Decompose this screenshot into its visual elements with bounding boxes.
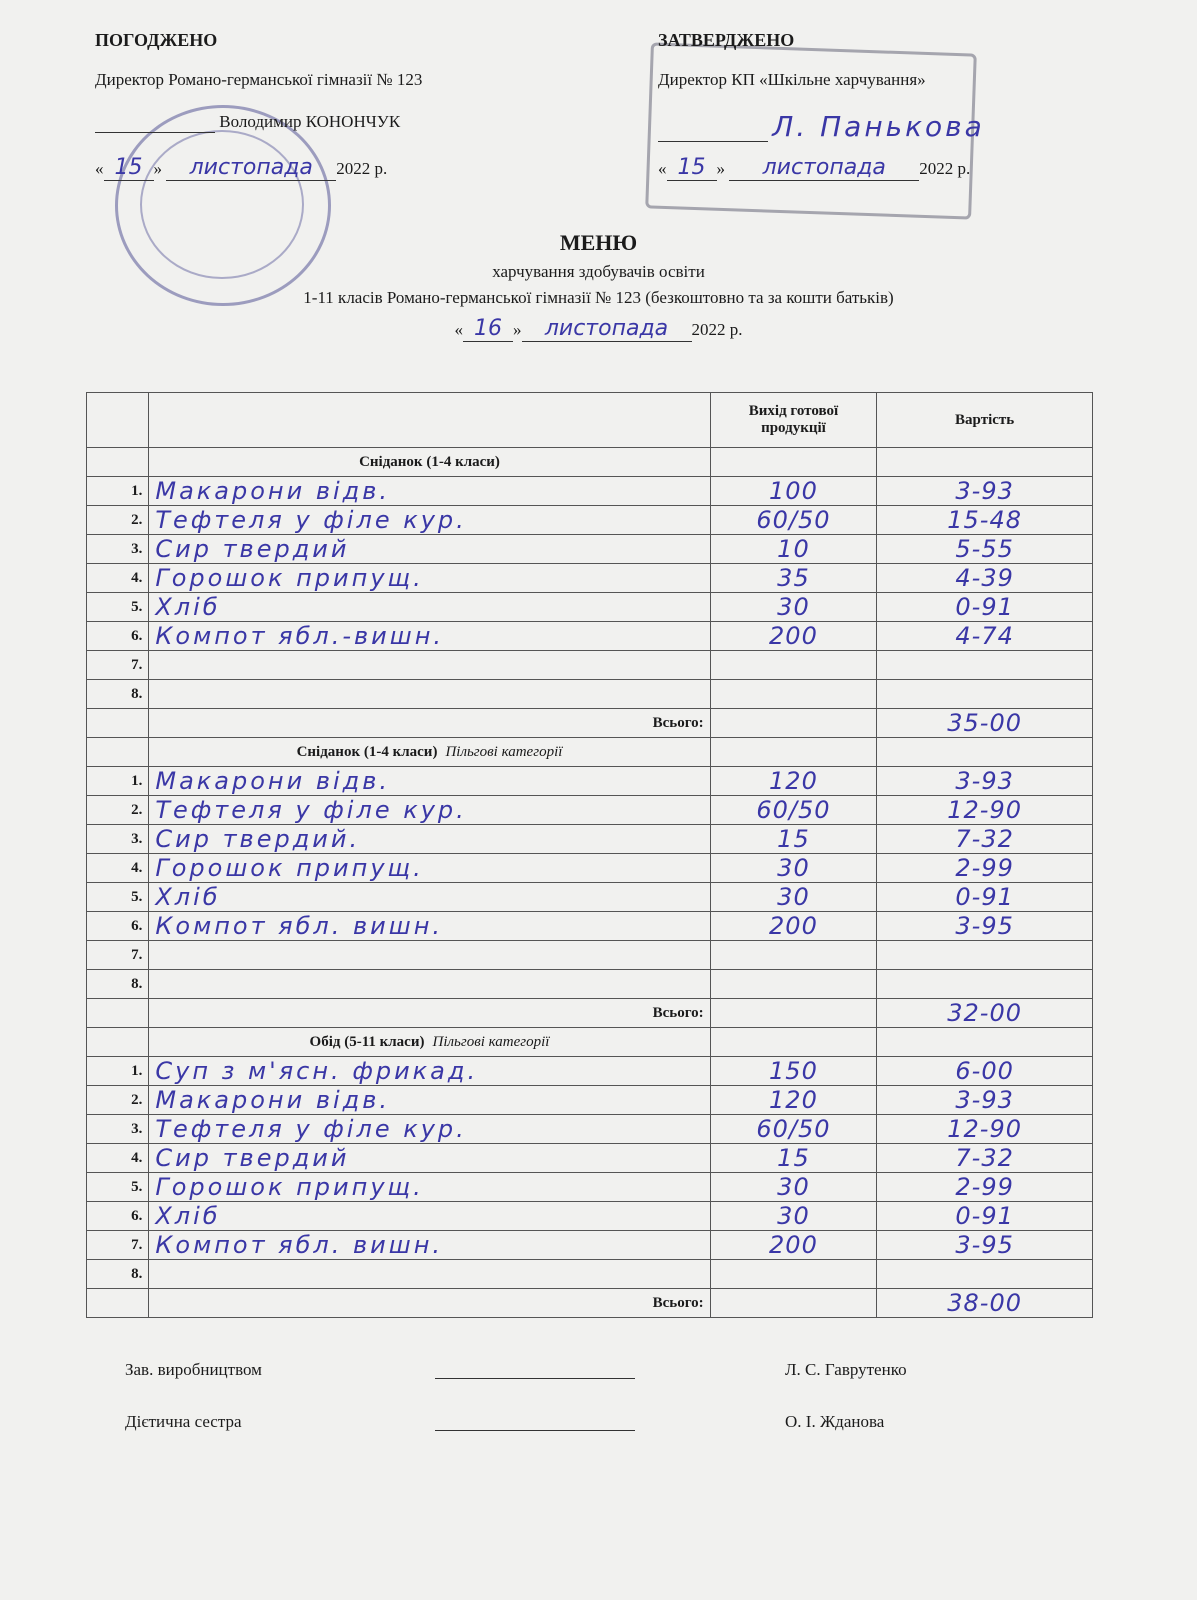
row-number: 5.	[87, 1173, 149, 1202]
menu-sections	[87, 448, 1093, 1318]
row-number: 1.	[87, 1057, 149, 1086]
dish-price	[877, 564, 1093, 593]
dish-output-value: 120	[769, 1086, 818, 1114]
dish-output-value: 200	[769, 912, 818, 940]
table-row	[87, 796, 1093, 825]
dish-price	[877, 1115, 1093, 1144]
approval-left-name: Володимир КОНОНЧУК	[219, 112, 401, 131]
row-number: 7.	[87, 1231, 149, 1260]
dish-name	[149, 1173, 710, 1202]
row-number: 2.	[87, 796, 149, 825]
dish-price	[877, 477, 1093, 506]
table-row	[87, 941, 1093, 970]
dish-price	[877, 680, 1093, 709]
dish-price	[877, 796, 1093, 825]
total-label: Всього:	[149, 1289, 710, 1318]
row-number: 3.	[87, 825, 149, 854]
signature-role: Зав. виробництвом	[125, 1360, 262, 1379]
table-row	[87, 622, 1093, 651]
row-number: 2.	[87, 506, 149, 535]
section-title	[149, 448, 710, 477]
dish-name	[149, 564, 710, 593]
total-row	[87, 709, 1093, 738]
total-num-cell	[87, 709, 149, 738]
dish-output	[710, 593, 877, 622]
dish-price	[877, 825, 1093, 854]
section-header-row	[87, 1028, 1093, 1057]
dish-price	[877, 767, 1093, 796]
dish-output	[710, 883, 877, 912]
section-title	[149, 1028, 710, 1057]
total-output-cell	[710, 1289, 877, 1318]
approval-left-name-line	[95, 112, 400, 133]
dish-output	[710, 1057, 877, 1086]
dish-output-value: 30	[777, 854, 810, 882]
table-row	[87, 535, 1093, 564]
dish-output	[710, 651, 877, 680]
table-row	[87, 1144, 1093, 1173]
dish-price-value: 15-48	[947, 506, 1022, 534]
dish-name	[149, 622, 710, 651]
dish-price-value: 3-93	[955, 767, 1014, 795]
date-month: листопада	[522, 316, 692, 342]
section-price-cell	[877, 448, 1093, 477]
dish-name-value: Тефтеля у філе кур.	[155, 1115, 467, 1143]
dish-name	[149, 941, 710, 970]
dish-output	[710, 477, 877, 506]
dish-output	[710, 564, 877, 593]
document-subtitle-1: харчування здобувачів освіти	[492, 262, 705, 281]
dish-name	[149, 1260, 710, 1289]
dish-name-value: Суп з м'ясн. фрикад.	[155, 1057, 479, 1085]
total-output-cell	[710, 709, 877, 738]
dish-price	[877, 941, 1093, 970]
dish-name-value: Макарони відв.	[155, 1086, 390, 1114]
signature-line	[435, 1430, 635, 1431]
dish-price	[877, 883, 1093, 912]
section-output-cell	[710, 448, 877, 477]
dish-output-value: 30	[777, 883, 810, 911]
date-quote-close: »	[716, 159, 725, 178]
date-year: 2022 р.	[336, 159, 388, 178]
dish-price	[877, 854, 1093, 883]
date-quote-open: «	[95, 159, 104, 178]
round-seal-inner-ring	[140, 130, 304, 279]
date-day: 15	[667, 155, 717, 181]
dish-price-value: 0-91	[955, 593, 1014, 621]
row-number: 8.	[87, 1260, 149, 1289]
table-row	[87, 1260, 1093, 1289]
dish-name-value: Макарони відв.	[155, 767, 390, 795]
date-year: 2022 р.	[691, 320, 743, 339]
total-row	[87, 999, 1093, 1028]
total-value-value: 32-00	[947, 999, 1022, 1027]
total-value	[877, 999, 1093, 1028]
section-price-cell	[877, 1028, 1093, 1057]
row-number: 7.	[87, 651, 149, 680]
date-quote-close: »	[153, 159, 162, 178]
dish-name-value: Горошок припущ.	[155, 854, 424, 882]
table-row	[87, 1231, 1093, 1260]
dish-output	[710, 622, 877, 651]
dish-output	[710, 796, 877, 825]
dish-output	[710, 1144, 877, 1173]
dish-price-value: 3-93	[955, 1086, 1014, 1114]
dish-price	[877, 535, 1093, 564]
dish-price-value: 12-90	[947, 1115, 1022, 1143]
dish-price-value: 0-91	[955, 1202, 1014, 1230]
signature-name: Л. С. Гаврутенко	[785, 1360, 907, 1379]
dish-name	[149, 1057, 710, 1086]
approval-right-title: ЗАТВЕРДЖЕНО	[658, 30, 795, 50]
dish-price	[877, 622, 1093, 651]
dish-output	[710, 767, 877, 796]
dish-price	[877, 1144, 1093, 1173]
dish-price-value: 2-99	[955, 1173, 1014, 1201]
dish-output-value: 60/50	[756, 796, 831, 824]
dish-price-value: 3-93	[955, 477, 1014, 505]
table-row	[87, 506, 1093, 535]
approval-right-name-line	[658, 110, 985, 143]
dish-price-value: 4-39	[955, 564, 1014, 592]
row-number: 1.	[87, 767, 149, 796]
dish-price-value: 0-91	[955, 883, 1014, 911]
dish-name	[149, 854, 710, 883]
signature-blank	[658, 121, 768, 142]
table-row	[87, 564, 1093, 593]
approval-right-name: Л. Панькова	[772, 110, 985, 143]
section-title-text: Сніданок (1-4 класи)	[296, 743, 438, 760]
document-title: МЕНЮ	[559, 230, 638, 255]
table-row	[87, 1115, 1093, 1144]
section-output-cell	[710, 738, 877, 767]
header-num-cell	[87, 393, 149, 448]
dish-name-value: Компот ябл. вишн.	[155, 1231, 444, 1259]
dish-output-value: 15	[777, 825, 810, 853]
dish-name	[149, 1144, 710, 1173]
dish-name	[149, 1231, 710, 1260]
row-number: 3.	[87, 535, 149, 564]
table-row	[87, 593, 1093, 622]
dish-name-value: Тефтеля у філе кур.	[155, 796, 467, 824]
dish-output	[710, 912, 877, 941]
dish-name	[149, 767, 710, 796]
total-row	[87, 1289, 1093, 1318]
section-title-text: Обід (5-11 класи)	[309, 1033, 425, 1050]
dish-output-value: 60/50	[756, 1115, 831, 1143]
dish-output	[710, 1173, 877, 1202]
dish-output	[710, 854, 877, 883]
dish-price	[877, 1260, 1093, 1289]
table-row	[87, 912, 1093, 941]
dish-name-value: Сир твердий	[155, 535, 350, 563]
document-date	[0, 316, 1197, 342]
dish-output-value: 200	[769, 1231, 818, 1259]
section-num-cell	[87, 448, 149, 477]
date-quote-open: «	[454, 320, 463, 339]
dish-price	[877, 912, 1093, 941]
total-value-value: 38-00	[947, 1289, 1022, 1317]
dish-output-value: 35	[777, 564, 810, 592]
date-quote-open: «	[658, 159, 667, 178]
approval-left-date	[95, 155, 387, 181]
dish-output-value: 10	[777, 535, 810, 563]
section-header-row	[87, 738, 1093, 767]
dish-output-value: 60/50	[756, 506, 831, 534]
approval-right-position: Директор КП «Шкільне харчування»	[658, 70, 926, 89]
signature-row-production	[125, 1360, 1085, 1380]
row-number: 4.	[87, 854, 149, 883]
section-category: Пільгові категорії	[445, 743, 563, 760]
row-number: 4.	[87, 1144, 149, 1173]
dish-name-value: Хліб	[155, 1202, 221, 1230]
dish-name-value: Сир твердий	[155, 1144, 350, 1172]
dish-price	[877, 970, 1093, 999]
dish-output	[710, 825, 877, 854]
total-label: Всього:	[149, 709, 710, 738]
table-row	[87, 1086, 1093, 1115]
row-number: 3.	[87, 1115, 149, 1144]
dish-output	[710, 941, 877, 970]
header-name-cell	[149, 393, 710, 448]
approval-right-date	[658, 155, 970, 181]
dish-price-value: 4-74	[955, 622, 1014, 650]
section-title	[149, 738, 710, 767]
dish-output	[710, 680, 877, 709]
section-num-cell	[87, 738, 149, 767]
dish-name	[149, 1086, 710, 1115]
dish-output	[710, 1115, 877, 1144]
dish-price-value: 12-90	[947, 796, 1022, 824]
dish-name-value: Горошок припущ.	[155, 564, 424, 592]
section-num-cell	[87, 1028, 149, 1057]
date-day: 16	[463, 316, 513, 342]
dish-output	[710, 1086, 877, 1115]
table-row	[87, 1173, 1093, 1202]
dish-name	[149, 535, 710, 564]
row-number: 5.	[87, 593, 149, 622]
dish-name	[149, 506, 710, 535]
dish-output-value: 30	[777, 1202, 810, 1230]
total-value-value: 35-00	[947, 709, 1022, 737]
dish-output	[710, 1202, 877, 1231]
dish-name	[149, 912, 710, 941]
dish-price-value: 3-95	[955, 1231, 1014, 1259]
dish-price	[877, 1057, 1093, 1086]
section-category: Пільгові категорії	[432, 1033, 550, 1050]
total-value	[877, 1289, 1093, 1318]
dish-name-value: Горошок припущ.	[155, 1173, 424, 1201]
dish-name	[149, 680, 710, 709]
dish-output	[710, 970, 877, 999]
dish-name	[149, 883, 710, 912]
document-subtitle-2: 1-11 класів Романо-германської гімназії № 123 (безкоштовно та за кошти батьків)	[303, 288, 894, 307]
dish-name	[149, 593, 710, 622]
row-number: 1.	[87, 477, 149, 506]
dish-name	[149, 796, 710, 825]
dish-price-value: 3-95	[955, 912, 1014, 940]
dish-price	[877, 593, 1093, 622]
dish-output	[710, 1231, 877, 1260]
dish-price-value: 2-99	[955, 854, 1014, 882]
table-row	[87, 854, 1093, 883]
row-number: 6.	[87, 622, 149, 651]
dish-name	[149, 970, 710, 999]
dish-output	[710, 535, 877, 564]
dish-price	[877, 1086, 1093, 1115]
approval-left-title: ПОГОДЖЕНО	[95, 30, 218, 50]
section-output-cell	[710, 1028, 877, 1057]
total-num-cell	[87, 1289, 149, 1318]
dish-name	[149, 477, 710, 506]
dish-price-value: 5-55	[955, 535, 1014, 563]
section-price-cell	[877, 738, 1093, 767]
dish-output-value: 100	[769, 477, 818, 505]
dish-output-value: 30	[777, 1173, 810, 1201]
date-day: 15	[104, 155, 154, 181]
dish-name-value: Макарони відв.	[155, 477, 390, 505]
menu-table	[86, 392, 1093, 1318]
row-number: 4.	[87, 564, 149, 593]
section-title-text: Сніданок (1-4 класи)	[359, 453, 500, 470]
dish-name-value: Хліб	[155, 593, 221, 621]
date-year: 2022 р.	[919, 159, 971, 178]
dish-price	[877, 506, 1093, 535]
dish-name-value: Компот ябл. вишн.	[155, 912, 444, 940]
dish-name	[149, 651, 710, 680]
dish-price-value: 6-00	[955, 1057, 1014, 1085]
table-header-row	[87, 393, 1093, 448]
dish-output-value: 30	[777, 593, 810, 621]
table-row	[87, 651, 1093, 680]
row-number: 2.	[87, 1086, 149, 1115]
date-month: листопада	[166, 155, 336, 181]
total-output-cell	[710, 999, 877, 1028]
dish-price	[877, 1173, 1093, 1202]
dish-name	[149, 825, 710, 854]
dish-output-value: 200	[769, 622, 818, 650]
date-quote-close: »	[513, 320, 522, 339]
section-header-row	[87, 448, 1093, 477]
dish-price	[877, 1202, 1093, 1231]
table-row	[87, 970, 1093, 999]
dish-price-value: 7-32	[955, 1144, 1014, 1172]
header-price: Вартість	[877, 393, 1093, 448]
row-number: 6.	[87, 912, 149, 941]
dish-output	[710, 1260, 877, 1289]
dish-output-value: 120	[769, 767, 818, 795]
dish-name	[149, 1115, 710, 1144]
row-number: 8.	[87, 680, 149, 709]
dish-name-value: Сир твердий.	[155, 825, 361, 853]
row-number: 8.	[87, 970, 149, 999]
table-row	[87, 680, 1093, 709]
row-number: 6.	[87, 1202, 149, 1231]
row-number: 5.	[87, 883, 149, 912]
dish-output-value: 15	[777, 1144, 810, 1172]
dish-name-value: Хліб	[155, 883, 221, 911]
dish-price	[877, 651, 1093, 680]
approval-left-position: Директор Романо-германської гімназії № 123	[95, 70, 423, 89]
date-month: листопада	[729, 155, 919, 181]
signature-row-dietitian	[125, 1412, 1085, 1432]
table-row	[87, 1057, 1093, 1086]
header-output: Вихід готової продукції	[710, 393, 877, 448]
row-number: 7.	[87, 941, 149, 970]
signature-line	[435, 1378, 635, 1379]
dish-price-value: 7-32	[955, 825, 1014, 853]
dish-output-value: 150	[769, 1057, 818, 1085]
total-num-cell	[87, 999, 149, 1028]
signature-blank	[95, 112, 215, 133]
total-label: Всього:	[149, 999, 710, 1028]
dish-output	[710, 506, 877, 535]
table-row	[87, 1202, 1093, 1231]
dish-name-value: Тефтеля у філе кур.	[155, 506, 467, 534]
signature-role: Дієтична сестра	[125, 1412, 242, 1431]
total-value	[877, 709, 1093, 738]
dish-name	[149, 1202, 710, 1231]
table-row	[87, 883, 1093, 912]
signature-name: О. І. Жданова	[785, 1412, 885, 1431]
table-row	[87, 477, 1093, 506]
table-row	[87, 767, 1093, 796]
dish-price	[877, 1231, 1093, 1260]
table-row	[87, 825, 1093, 854]
dish-name-value: Компот ябл.-вишн.	[155, 622, 445, 650]
